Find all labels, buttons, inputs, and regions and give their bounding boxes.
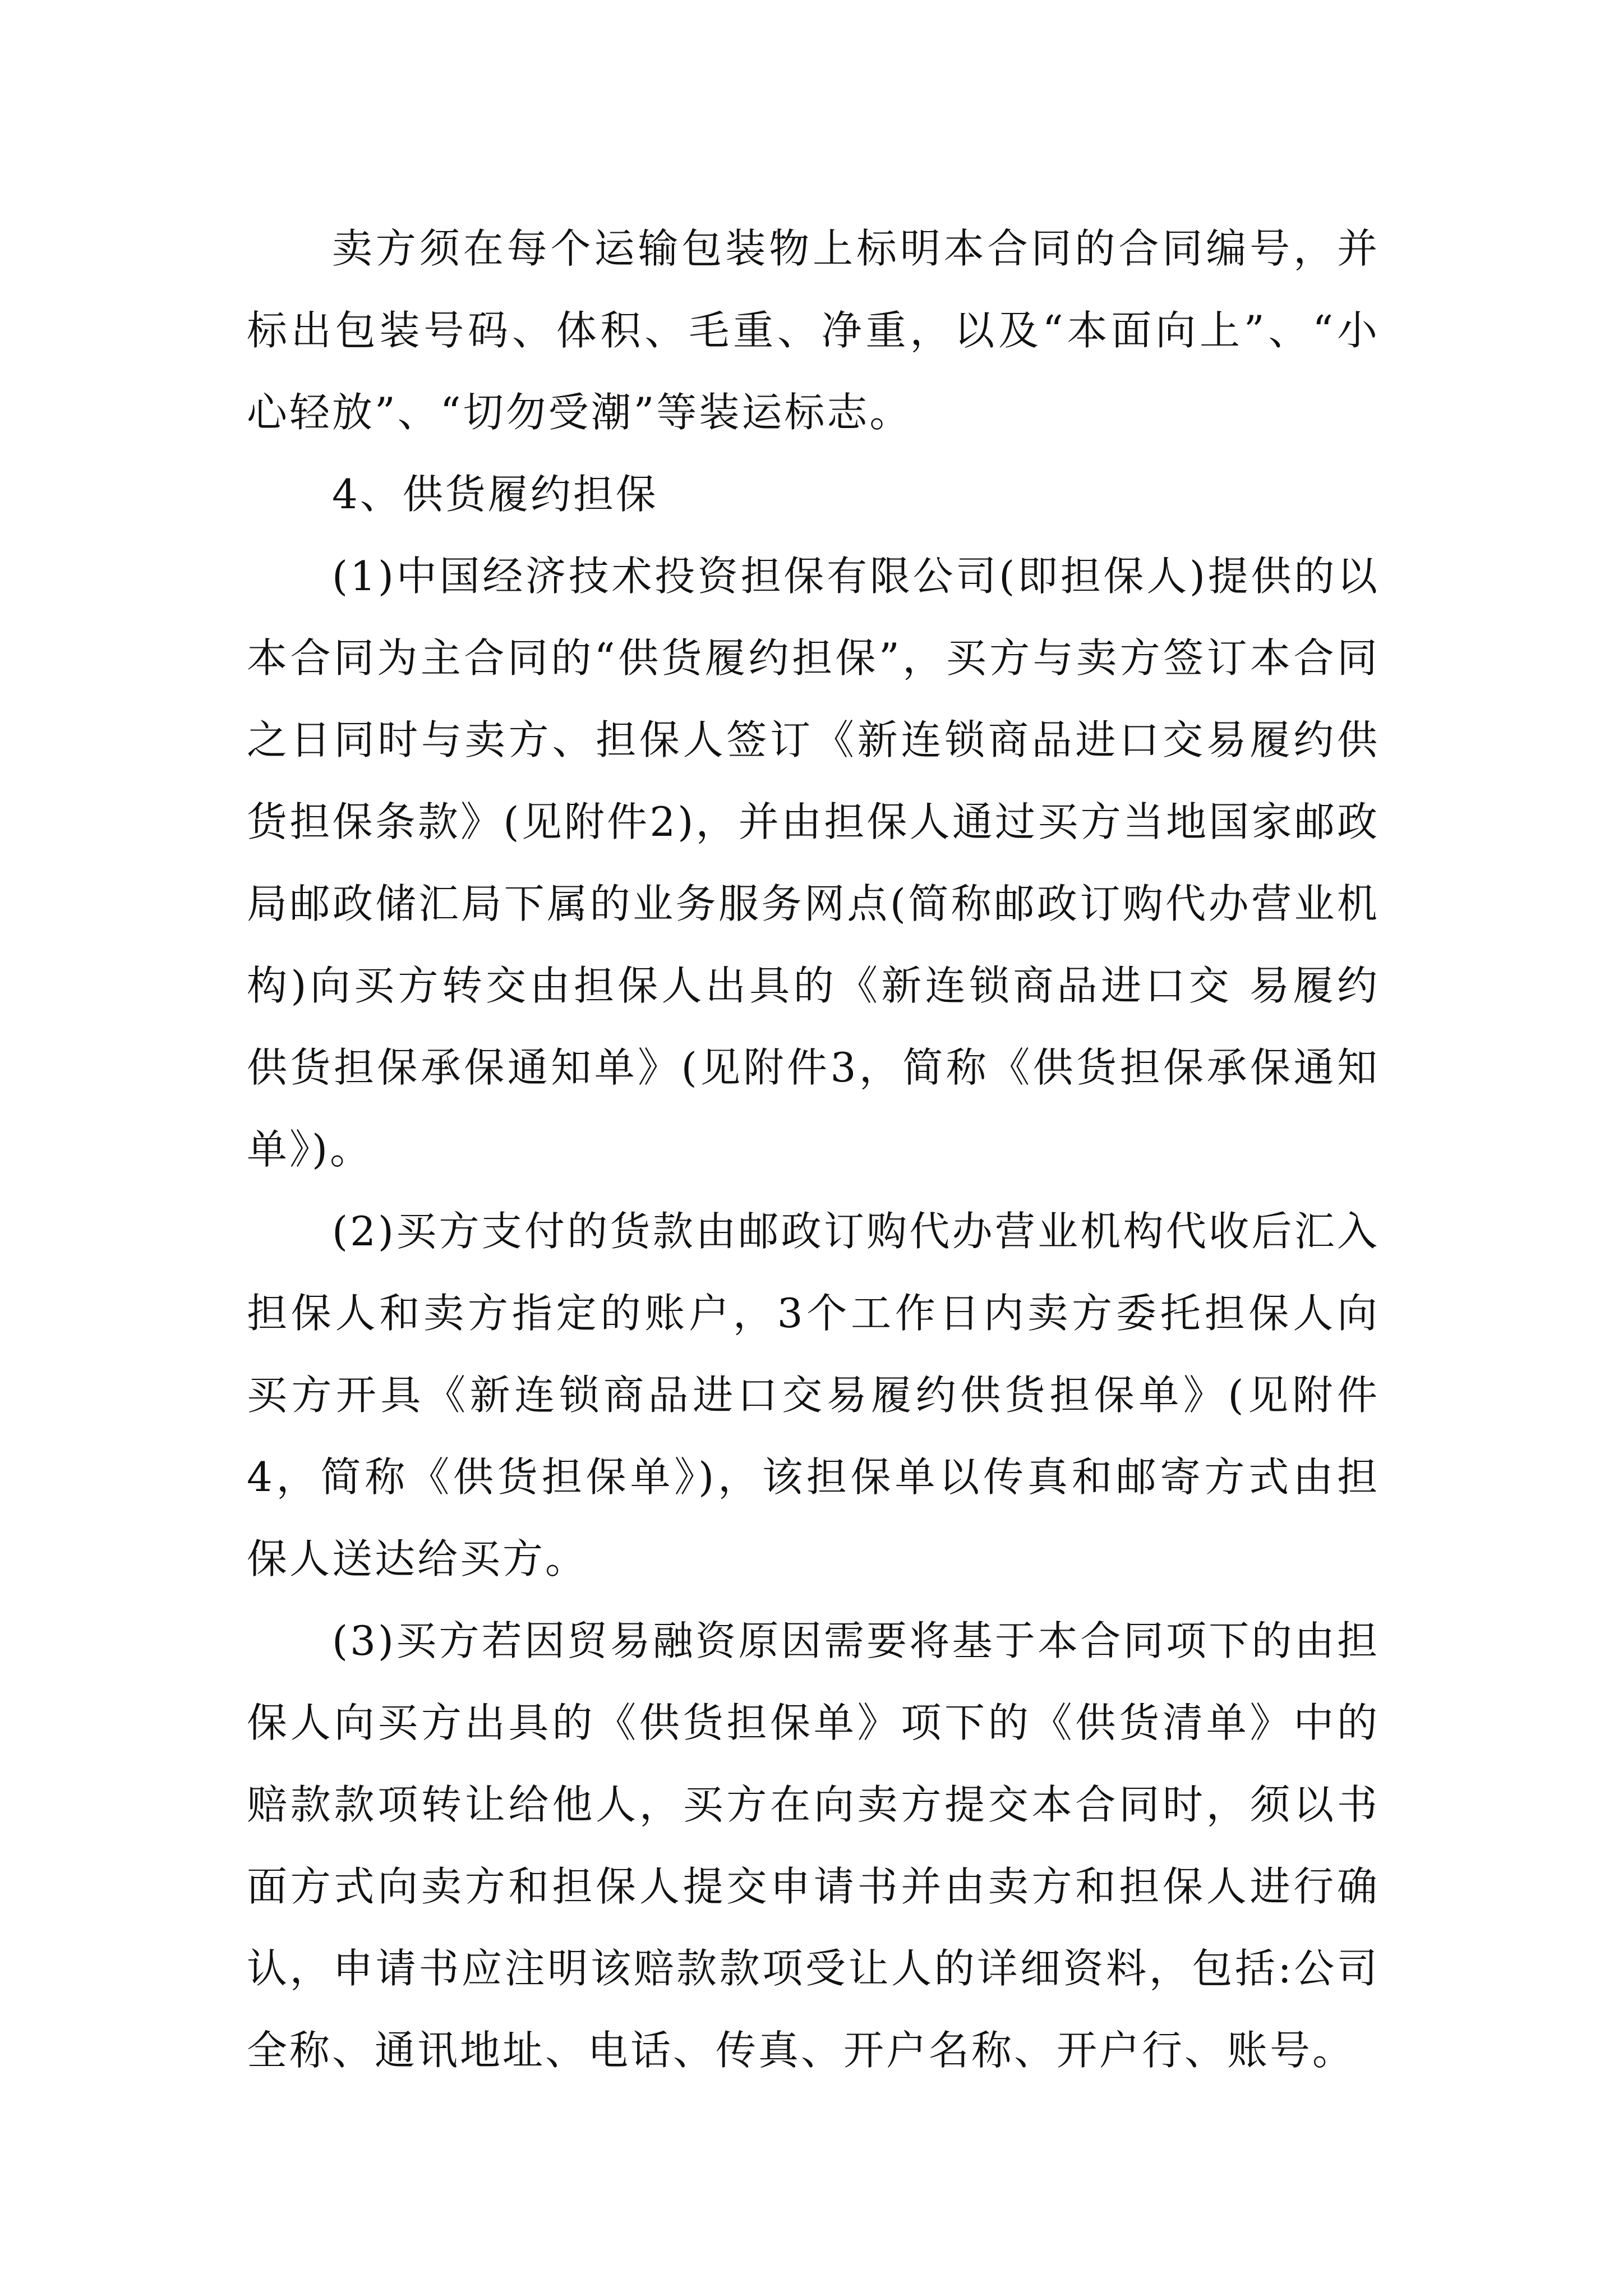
paragraph-clause-3: (3)买方若因贸易融资原因需要将基于本合同项下的由担保人向买方出具的《供货担保单》项下的《供货清单》中的赔款款项转让给他人，买方在向卖方提交本合同时，须以书面方式向卖方和担保人提交申请书并由卖方和担保人进行确认，申请书应注明该赔款款项受让人的详细资料，包括:公司全称、通讯地址、电话、传真、开户名称、开户行、账号。	[247, 1617, 1380, 2074]
paragraph-packing-marks: 卖方须在每个运输包装物上标明本合同的合同编号，并标出包装号码、体积、毛重、净重，以及“本面向上”、“小心轻放”、“切勿受潮”等装运标志。	[247, 225, 1380, 436]
paragraph-clause-1: (1)中国经济技术投资担保有限公司(即担保人)提供的以本合同为主合同的“供货履约担保”，买方与卖方签订本合同之日同时与卖方、担保人签订《新连锁商品进口交易履约供货担保条款》(见附件2)，并由担保人通过买方当地国家邮政局邮政储汇局下属的业务服务网点(简称邮政订购代办营业机构)向买方转交由担保人出具的《新连锁商品进口交 易履约供货担保承保通知单》(见附件3，简称《供货担保承保通知单》)。	[247, 553, 1380, 1173]
section-heading-supply-guarantee: 4、供货履约担保	[332, 471, 658, 518]
document-body	[247, 208, 1380, 2091]
paragraph-clause-2: (2)买方支付的货款由邮政订购代办营业机构代收后汇入担保人和卖方指定的账户，3个工作日内卖方委托担保人向买方开具《新连锁商品进口交易履约供货担保单》(见附件4，简称《供货担保单》)，该担保单以传真和邮寄方式由担保人送达给买方。	[247, 1208, 1380, 1582]
